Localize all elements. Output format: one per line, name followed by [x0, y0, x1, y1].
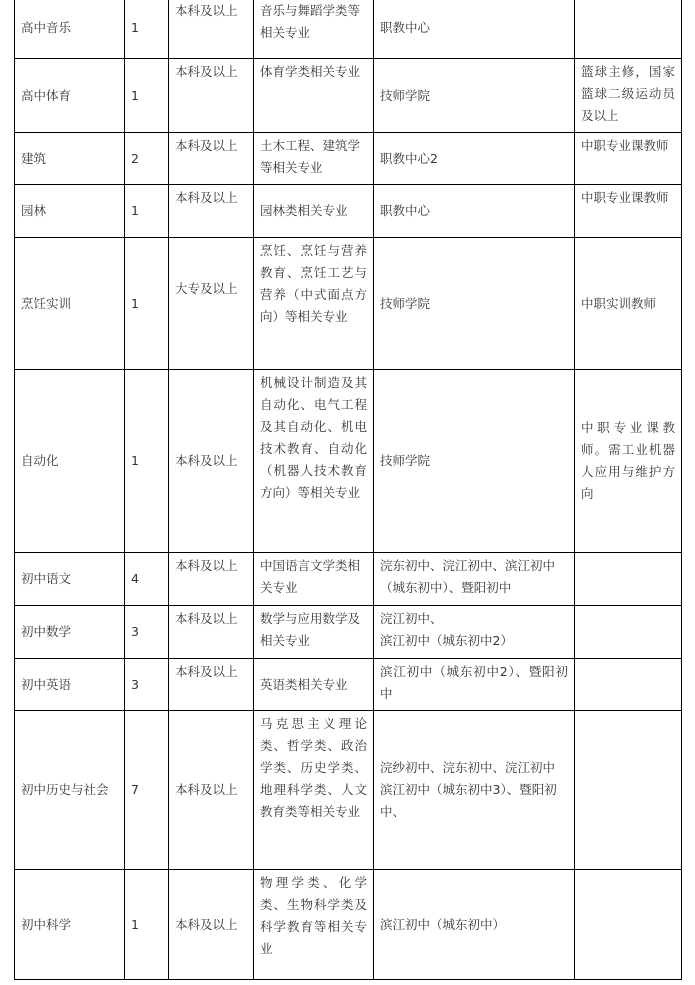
recruitment-table — [14, 0, 682, 980]
subject-cell: 初中科学 — [15, 870, 125, 980]
education-cell: 本科及以上 — [169, 370, 254, 553]
unit-cell: 滨江初中（城东初中2）、暨阳初中 — [374, 659, 575, 711]
subject-cell: 自动化 — [15, 370, 125, 553]
subject-cell: 园林 — [15, 185, 125, 238]
table-row — [15, 659, 682, 711]
note-cell — [575, 553, 682, 606]
unit-cell: 职教中心 — [374, 185, 575, 238]
table-row — [15, 711, 682, 870]
note-cell: 中职专业课教师。需工业机器人应用与维护方向 — [575, 370, 682, 553]
education-cell: 本科及以上 — [169, 711, 254, 870]
table-row — [15, 870, 682, 980]
table-row — [15, 238, 682, 370]
major-cell: 土木工程、建筑学等相关专业 — [254, 133, 374, 185]
major-cell: 机械设计制造及其自动化、电气工程及其自动化、机电技术教育、自动化（机器人技术教育方向）等相关专业 — [254, 370, 374, 553]
subject-cell: 建筑 — [15, 133, 125, 185]
table-row — [15, 553, 682, 606]
unit-cell: 浣东初中、浣江初中、滨江初中（城东初中）、暨阳初中 — [374, 553, 575, 606]
count-cell: 1 — [125, 238, 169, 370]
subject-cell: 初中数学 — [15, 606, 125, 659]
unit-line: 滨江初中（城东初中3）、暨阳初中、 — [380, 782, 557, 819]
unit-cell — [374, 606, 575, 659]
unit-cell: 技师学院 — [374, 238, 575, 370]
note-cell: 中职实训教师 — [575, 238, 682, 370]
count-cell: 3 — [125, 659, 169, 711]
major-cell: 园林类相关专业 — [254, 185, 374, 238]
education-cell: 本科及以上 — [169, 133, 254, 185]
table-row — [15, 370, 682, 553]
major-cell: 物理学类、化学类、生物科学类及科学教育等相关专业 — [254, 870, 374, 980]
subject-cell: 高中音乐 — [15, 0, 125, 59]
subject-cell: 初中历史与社会 — [15, 711, 125, 870]
table-row — [15, 59, 682, 133]
unit-cell — [374, 711, 575, 870]
unit-cell: 技师学院 — [374, 370, 575, 553]
unit-line: 浣江初中、 — [380, 611, 443, 626]
major-cell: 音乐与舞蹈学类等相关专业 — [254, 0, 374, 59]
count-cell: 3 — [125, 606, 169, 659]
note-cell — [575, 606, 682, 659]
major-cell: 中国语言文学类相关专业 — [254, 553, 374, 606]
count-cell: 1 — [125, 59, 169, 133]
table-row — [15, 133, 682, 185]
note-cell: 中职专业课教师 — [575, 185, 682, 238]
major-cell: 马克思主义理论类、哲学类、政治学类、历史学类、地理科学类、人文教育类等相关专业 — [254, 711, 374, 870]
major-cell: 数学与应用数学及相关专业 — [254, 606, 374, 659]
subject-cell: 初中英语 — [15, 659, 125, 711]
count-cell: 4 — [125, 553, 169, 606]
note-cell — [575, 870, 682, 980]
major-cell: 烹饪、烹饪与营养教育、烹饪工艺与营养（中式面点方向）等相关专业 — [254, 238, 374, 370]
education-cell: 本科及以上 — [169, 185, 254, 238]
unit-line: 浣纱初中、浣东初中、浣江初中 — [380, 760, 556, 775]
note-cell: 篮球主修，国家篮球二级运动员及以上 — [575, 59, 682, 133]
count-cell: 7 — [125, 711, 169, 870]
count-cell: 1 — [125, 870, 169, 980]
unit-cell: 技师学院 — [374, 59, 575, 133]
education-cell: 本科及以上 — [169, 659, 254, 711]
table-row — [15, 606, 682, 659]
education-cell: 大专及以上 — [169, 238, 254, 370]
education-cell: 本科及以上 — [169, 553, 254, 606]
subject-cell: 初中语文 — [15, 553, 125, 606]
table-row — [15, 185, 682, 238]
unit-cell: 职教中心2 — [374, 133, 575, 185]
subject-cell: 高中体育 — [15, 59, 125, 133]
note-cell — [575, 659, 682, 711]
count-cell: 1 — [125, 370, 169, 553]
education-cell: 本科及以上 — [169, 0, 254, 59]
note-cell — [575, 0, 682, 59]
unit-line: 滨江初中（城东初中2） — [380, 633, 513, 648]
count-cell: 1 — [125, 185, 169, 238]
count-cell: 1 — [125, 0, 169, 59]
note-cell — [575, 711, 682, 870]
unit-cell: 职教中心 — [374, 0, 575, 59]
major-cell: 英语类相关专业 — [254, 659, 374, 711]
count-cell: 2 — [125, 133, 169, 185]
education-cell: 本科及以上 — [169, 870, 254, 980]
education-cell: 本科及以上 — [169, 59, 254, 133]
education-cell: 本科及以上 — [169, 606, 254, 659]
table-row — [15, 0, 682, 59]
note-cell: 中职专业课教师 — [575, 133, 682, 185]
major-cell: 体育学类相关专业 — [254, 59, 374, 133]
unit-cell: 滨江初中（城东初中） — [374, 870, 575, 980]
subject-cell: 烹饪实训 — [15, 238, 125, 370]
